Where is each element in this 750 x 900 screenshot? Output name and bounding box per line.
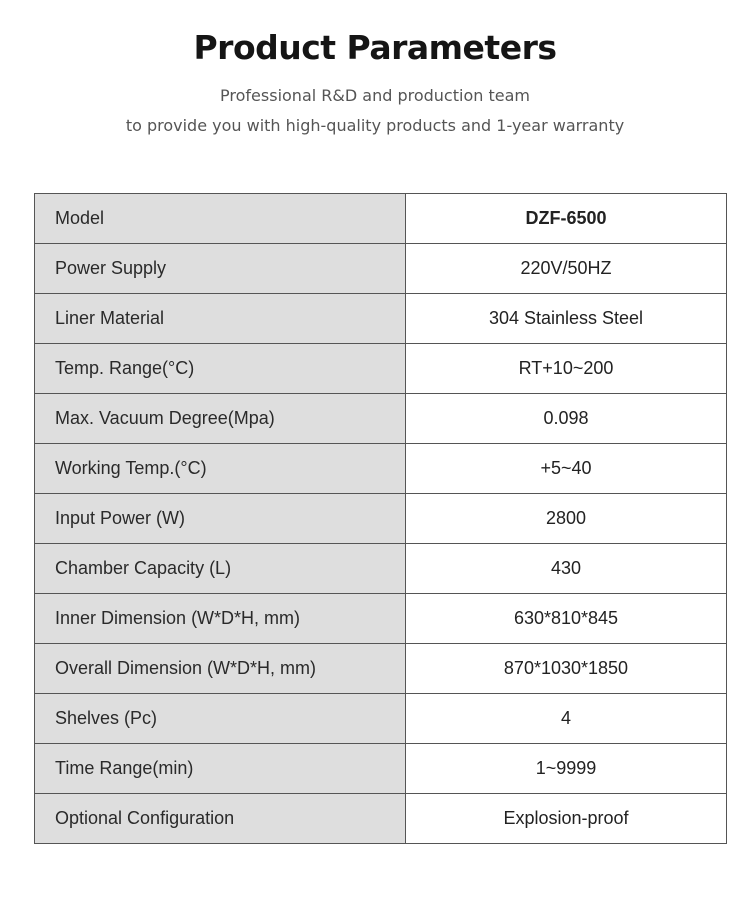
row-label: Model [35, 194, 406, 244]
row-label: Temp. Range(°C) [35, 344, 406, 394]
row-label: Liner Material [35, 294, 406, 344]
parameters-table [34, 193, 727, 844]
table-row [35, 744, 727, 794]
row-value: 870*1030*1850 [406, 644, 727, 694]
subtitle-line-1: Professional R&D and production team [220, 86, 530, 105]
row-label: Input Power (W) [35, 494, 406, 544]
row-label: Max. Vacuum Degree(Mpa) [35, 394, 406, 444]
row-value: 1~9999 [406, 744, 727, 794]
page-title: Product Parameters [193, 28, 557, 67]
table-row [35, 344, 727, 394]
table-row [35, 794, 727, 844]
table-row [35, 394, 727, 444]
row-value: 630*810*845 [406, 594, 727, 644]
row-value: 220V/50HZ [406, 244, 727, 294]
row-label: Chamber Capacity (L) [35, 544, 406, 594]
row-value: RT+10~200 [406, 344, 727, 394]
row-label: Shelves (Pc) [35, 694, 406, 744]
table-row [35, 294, 727, 344]
row-value: 304 Stainless Steel [406, 294, 727, 344]
row-value: DZF-6500 [406, 194, 727, 244]
table-row [35, 194, 727, 244]
row-label: Power Supply [35, 244, 406, 294]
row-value: +5~40 [406, 444, 727, 494]
row-value: Explosion-proof [406, 794, 727, 844]
row-label: Time Range(min) [35, 744, 406, 794]
row-label: Optional Configuration [35, 794, 406, 844]
table-row [35, 594, 727, 644]
row-label: Working Temp.(°C) [35, 444, 406, 494]
row-value: 4 [406, 694, 727, 744]
table-row [35, 494, 727, 544]
row-value: 2800 [406, 494, 727, 544]
table-row [35, 244, 727, 294]
table-row [35, 644, 727, 694]
row-value: 430 [406, 544, 727, 594]
table-row [35, 694, 727, 744]
table-row [35, 544, 727, 594]
table-row [35, 444, 727, 494]
subtitle-line-2: to provide you with high-quality products and 1-year warranty [125, 116, 625, 135]
row-label: Inner Dimension (W*D*H, mm) [35, 594, 406, 644]
row-value: 0.098 [406, 394, 727, 444]
row-label: Overall Dimension (W*D*H, mm) [35, 644, 406, 694]
